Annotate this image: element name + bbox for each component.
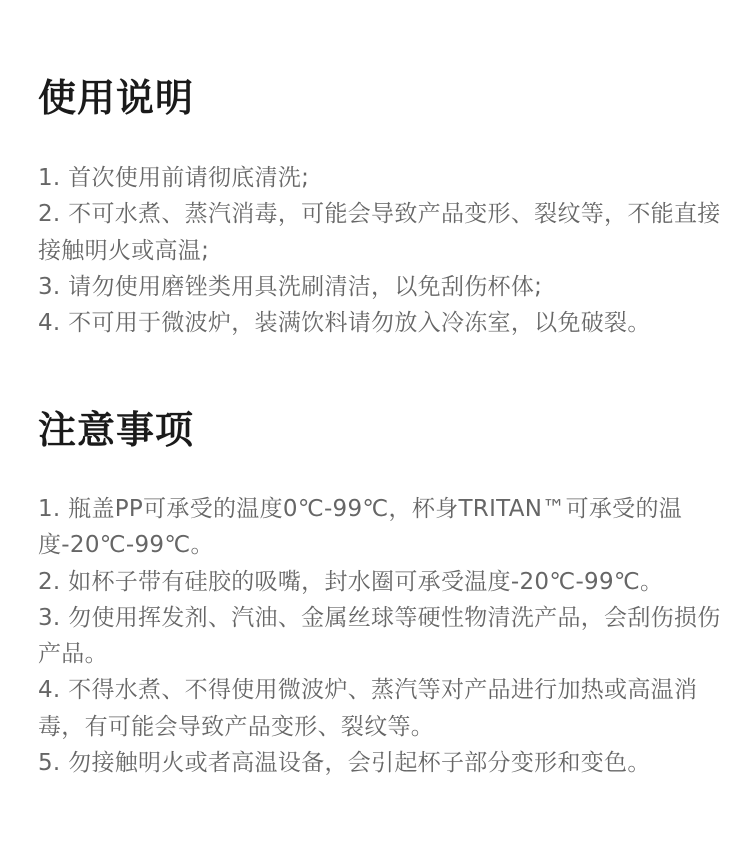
- list-item: 1. 首次使用前请彻底清洗;: [38, 165, 310, 191]
- list-item: 4. 不可用于微波炉，装满饮料请勿放入冷冻室，以免破裂。: [38, 310, 651, 337]
- usage-instructions-list: [38, 160, 738, 341]
- precautions-list: [38, 491, 738, 781]
- usage-instructions-section: [38, 72, 738, 341]
- usage-instructions-title: 使用说明: [38, 76, 195, 120]
- list-item: 2. 如杯子带有硅胶的吸嘴，封水圈可承受温度-20℃-99℃。: [38, 568, 664, 595]
- list-item: 5. 勿接触明火或者高温设备，会引起杯子部分变形和变色。: [38, 750, 651, 777]
- list-item: 1. 瓶盖PP可承受的温度0℃-99℃，杯身TRITAN™可承受的温度-20℃-99℃。: [38, 496, 683, 559]
- precautions-title: 注意事项: [38, 408, 195, 452]
- list-item: 4. 不得水煮、不得使用微波炉、蒸汽等对产品进行加热或高温消毒，有可能会导致产品变形、裂纹等。: [38, 677, 698, 740]
- precautions-section: [38, 404, 738, 781]
- list-item: 3. 请勿使用磨锉类用具洗刷清洁，以免刮伤杯体;: [38, 273, 543, 300]
- list-item: 2. 不可水煮、蒸汽消毒，可能会导致产品变形、裂纹等，不能直接接触明火或高温;: [38, 201, 721, 264]
- list-item: 3. 勿使用挥发剂、汽油、金属丝球等硬性物清洗产品，会刮伤损伤产品。: [38, 604, 721, 668]
